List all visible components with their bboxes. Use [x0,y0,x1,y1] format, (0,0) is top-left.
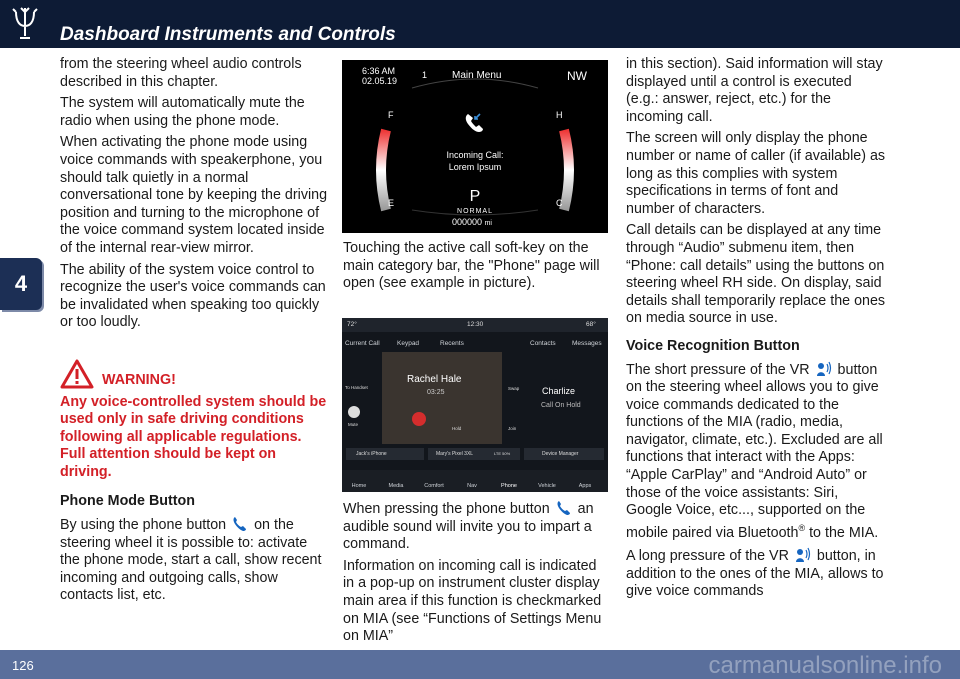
mute-button[interactable] [348,406,360,418]
paragraph [60,515,328,605]
gear-indicator: P [469,188,481,205]
warning-triangle-icon [60,359,94,389]
watermark: carmanualsonline.info [708,652,942,679]
temp-right: 68° [586,321,596,328]
caller-photo [382,352,502,444]
tab-current-call[interactable]: Current Call [345,340,380,347]
call-duration: 03:25 [427,389,445,396]
cluster-heading: NW [567,69,587,83]
vr-text-c: to the MIA. [805,524,879,541]
vr-text-a: The short pressure of the VR [626,361,810,378]
nav-media[interactable]: Media [388,483,404,489]
odometer [452,217,492,227]
voice-recognition-icon [814,360,834,378]
device-manager[interactable] [524,448,604,460]
registered-mark: ® [798,522,806,533]
drive-mode: NORMAL [457,208,493,215]
temp-cold-label: C [556,198,563,208]
phone-icon [230,515,250,533]
cluster-time: 6:36 AM [362,66,396,76]
incoming-call-icon [462,110,488,136]
section-title: Dashboard Instruments and Controls [60,24,396,45]
swap-label[interactable]: Swap [508,386,520,391]
paragraph: The screen will only display the phone number or name of caller (if available) as long as this complies with system specifications in terms of font and number of characters. [626,130,886,217]
page-footer [0,650,960,679]
paragraph: Information on incoming call is indicated in a pop-up on instrument cluster display main area if this function is checkmarked on MIA (see “Functions of Settings Menu on MIA” [343,557,602,645]
nav-comfort[interactable]: Comfort [424,483,444,489]
cluster-menu: Main Menu [452,70,502,81]
paragraph: Touching the active call soft-key on the main category bar, the "Phone" page will open (see example in picture). [343,240,600,292]
device-2-label: Mary's Pixel 3XL [436,451,474,457]
phone-mode-heading: Phone Mode Button [60,493,196,510]
tab-contacts[interactable]: Contacts [530,340,556,347]
paragraph: Call details can be displayed at any time through “Audio” submenu item, then “Phone: call details” using the buttons on steering wheel RH side. On display, said details shall temporarily replace the ones on media source in use. [626,222,886,327]
paragraph: from the steering wheel audio controls described in this chapter. [60,56,302,90]
nav-apps[interactable]: Apps [578,483,592,489]
vr-text-b: button on the steering wheel allows you to give voice commands dedicated to the functions of the MIA (radio, media, navigator, climate, etc.). Excluded are all functions that interact with the Apps: “Apple CarPlay” and “Android Auto” or those of the voice assistants: Siri, Google Voice, etc..., supported on the mobile paired via Bluetooth [626,361,883,541]
clock: 12:30 [467,321,484,328]
phone-text-a: By using the phone button [60,517,227,534]
device-2[interactable] [428,448,520,460]
temp-left: 72° [347,321,357,328]
odometer-value: 000000 [452,217,483,227]
status-bar [342,318,608,332]
held-caller: Charlize [542,386,576,396]
odometer-unit: mi [484,220,492,227]
device-manager-label: Device Manager [542,451,579,457]
fuel-full-label: F [388,110,394,120]
nav-home[interactable]: Home [351,483,367,489]
to-handset-button[interactable]: To Handset [345,385,368,390]
warning-text: Any voice-controlled system should be used only in safe driving conditions following all applicable regulations. Full attention should be kept on driving. [60,393,327,480]
page-header [0,0,960,48]
paragraph [343,499,608,554]
held-status: Call On Hold [541,402,581,409]
chapter-tab: 4 [0,258,42,310]
right-column [626,56,888,605]
paragraph [626,546,888,601]
end-call-button[interactable] [412,412,426,426]
paragraph [626,360,888,543]
mid-column-top [343,240,608,297]
hold-label[interactable]: Hold [452,426,462,431]
voice-recognition-icon [793,546,813,564]
mid-text-b: an audible sound will invite you to impart a command. [343,501,594,553]
trident-logo-icon [10,6,40,42]
phone-icon [554,499,574,517]
paragraph: The system will automatically mute the radio when using the phone mode. [60,95,305,129]
cluster-date: 02.05.19 [362,76,398,86]
nav-vehicle[interactable]: Vehicle [538,483,556,489]
vr-heading: Voice Recognition Button [626,337,800,354]
paragraph: in this section). Said information will stay displayed until a control is executed (e.g.: answer, reject, etc.) for the incoming call. [626,56,883,125]
vr2-text-a: A long pressure of the VR [626,548,789,565]
incoming-call-label: Incoming Call: [446,150,504,160]
left-column [60,56,328,609]
bottom-nav [342,470,608,492]
phone-tabs [342,338,608,350]
tab-keypad[interactable]: Keypad [397,340,420,347]
paragraph: When activating the phone mode using voice commands with speakerphone, you should talk quietly in a normal conversational tone by keeping the driving position and turning to the microphone of the voice command system located inside of the internal rear-view mirror. [60,134,328,256]
cluster-track: 1 [422,70,428,80]
tab-messages[interactable]: Messages [572,340,602,347]
tab-recents[interactable]: Recents [440,340,464,347]
active-caller: Rachel Hale [407,374,462,385]
instrument-cluster-image [342,60,608,233]
join-label[interactable]: Join [508,426,517,431]
device-1-label: Jack's iPhone [356,451,387,457]
page-number: 126 [12,658,34,673]
device-2-info: LTE 50% [494,451,511,456]
vr2-text-b: button, in addition to the ones of the MIA, allows to give voice commands [626,548,884,600]
mid-text-a: When pressing the phone button [343,501,550,517]
temp-hot-label: H [556,110,563,120]
fuel-empty-label: E [388,198,395,208]
mute-label: Mute [348,422,359,427]
nav-nav[interactable]: Nav [467,483,477,489]
phone-text-b: on the steering wheel it is possible to: activate the phone mode, start a call, show recent incoming and outgoing calls, show contacts list, etc. [60,517,322,604]
mid-column-bottom [343,499,608,650]
caller-name: Lorem Ipsum [448,162,502,172]
nav-phone[interactable]: Phone [501,483,517,489]
paragraph: The ability of the system voice control to recognize the user's voice commands can be invalidated when speaking too quickly or too loudly. [60,261,326,331]
device-1[interactable] [346,448,424,460]
phone-screen-image [342,318,608,492]
warning-title: WARNING! [102,371,176,388]
warning-header [60,358,328,390]
